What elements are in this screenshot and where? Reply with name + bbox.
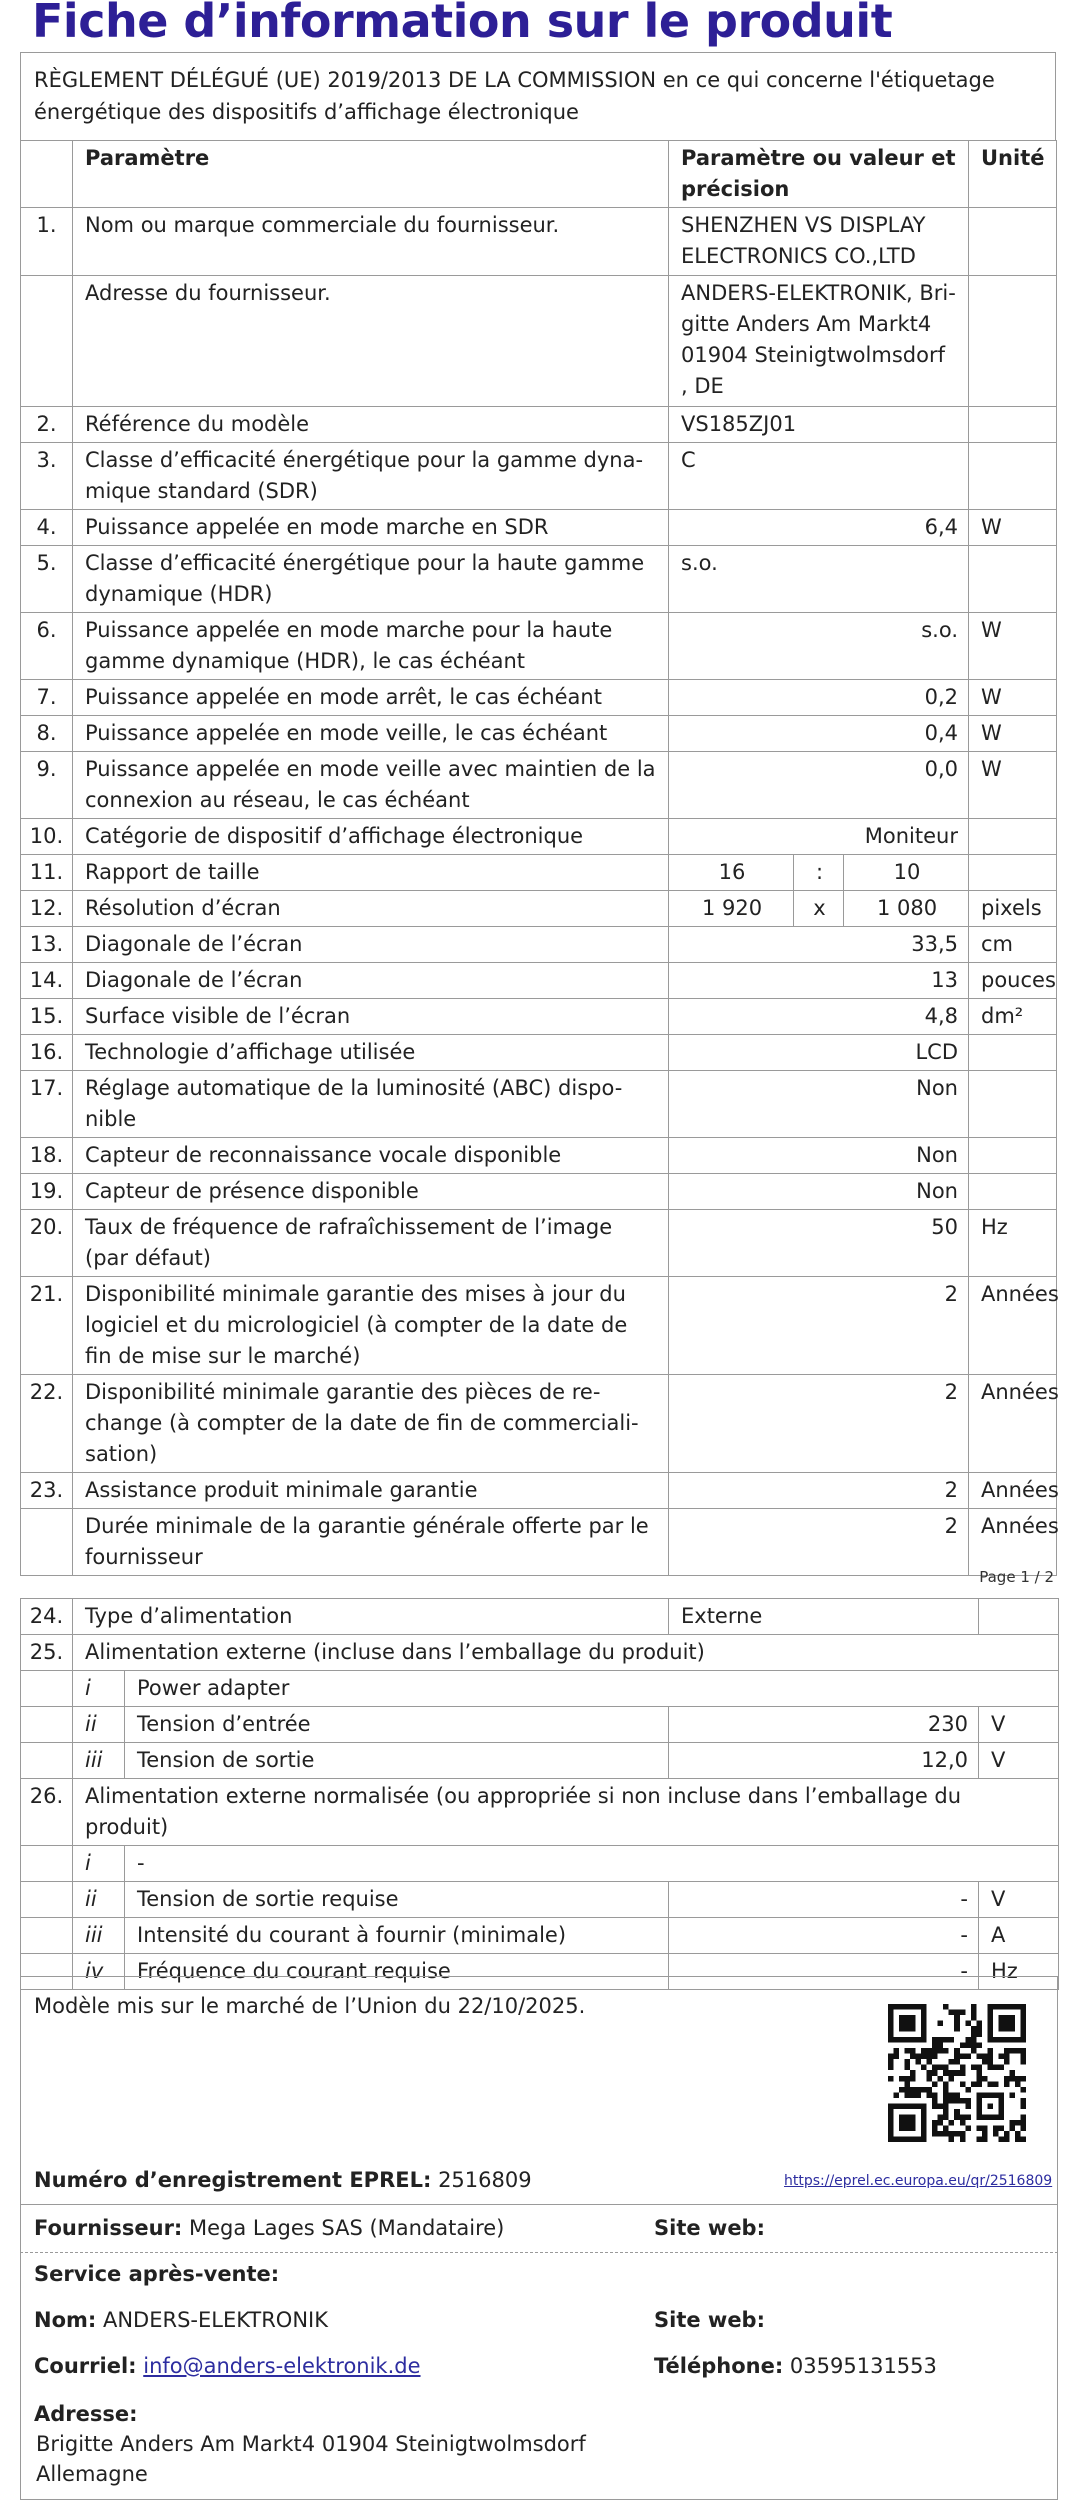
row-value: Moniteur	[669, 819, 969, 855]
service-website-label: Site web:	[654, 2308, 765, 2332]
row-number: 8.	[21, 716, 73, 752]
address-label: Adresse:	[34, 2402, 138, 2426]
table-row	[21, 680, 1057, 716]
row-number: 21.	[21, 1277, 73, 1375]
table-row	[21, 1174, 1057, 1210]
row-label: Type d’alimentation	[73, 1599, 669, 1635]
row-number: 17.	[21, 1071, 73, 1138]
row-unit: Années	[969, 1375, 1057, 1473]
row-value: 2	[669, 1509, 969, 1576]
header-unite: Unité	[969, 141, 1057, 208]
row-label: Catégorie de dispositif d’affichage électronique	[73, 819, 669, 855]
page-title: Fiche d’information sur le produit	[32, 0, 893, 48]
row-label: Réglage automatique de la luminosité (ABC) dispo-nible	[73, 1071, 669, 1138]
header-parametre: Paramètre	[73, 141, 669, 208]
row-label: Diagonale de l’écran	[73, 927, 669, 963]
sub-index: iv	[73, 1954, 125, 1990]
row-label: Diagonale de l’écran	[73, 963, 669, 999]
row-label: Nom ou marque commerciale du fournisseur.	[73, 208, 669, 276]
row-value: Non	[669, 1174, 969, 1210]
row-value: 2	[669, 1473, 969, 1509]
row-unit: W	[969, 510, 1057, 546]
row-number: 23.	[21, 1473, 73, 1509]
row-number: 1.	[21, 208, 73, 276]
sub-index: i	[73, 1846, 125, 1882]
row-number: 11.	[21, 855, 73, 891]
table-row	[21, 752, 1057, 819]
row-number: 4.	[21, 510, 73, 546]
regulation-text: RÈGLEMENT DÉLÉGUÉ (UE) 2019/2013 DE LA COMMISSION en ce qui concerne l'étiquetage énergétique des dispositifs d’affichage électronique	[34, 68, 995, 124]
row-value: 33,5	[669, 927, 969, 963]
row-unit: W	[969, 613, 1057, 680]
row-label: Technologie d’affichage utilisée	[73, 1035, 669, 1071]
resolution-width: 1 920	[669, 891, 794, 927]
sub-index: ii	[73, 1707, 125, 1743]
sub-index: iii	[73, 1918, 125, 1954]
row-value: Externe	[669, 1599, 979, 1635]
after-sales-heading: Service après-vente:	[34, 2262, 280, 2286]
row-unit: pouces	[969, 963, 1057, 999]
row-label: Classe d’efficacité énergétique pour la haute gamme dynamique (HDR)	[73, 546, 669, 613]
row-number: 15.	[21, 999, 73, 1035]
supplier-website-label: Site web:	[654, 2216, 765, 2240]
table-row	[21, 510, 1057, 546]
row-label: Puissance appelée en mode arrêt, le cas échéant	[73, 680, 669, 716]
table-subrow	[21, 1671, 1059, 1707]
table-row	[21, 443, 1057, 510]
row-number: 25.	[21, 1635, 73, 1671]
table-row	[21, 855, 1057, 891]
sub-index: iii	[73, 1743, 125, 1779]
row-label: Alimentation externe normalisée (ou appropriée si non incluse dans l’emballage du produit)	[73, 1779, 1059, 1846]
table-row	[21, 1375, 1057, 1473]
table-row	[21, 1138, 1057, 1174]
row-value: Non	[669, 1138, 969, 1174]
market-date-text: Modèle mis sur le marché de l’Union du 22/10/2025.	[34, 1994, 586, 2018]
sub-unit: V	[979, 1743, 1059, 1779]
table-subrow	[21, 1707, 1059, 1743]
sub-label: -	[125, 1846, 1059, 1882]
resolution-height: 1 080	[844, 891, 969, 927]
email-label: Courriel:	[34, 2354, 137, 2378]
sub-label: Tension de sortie	[125, 1743, 669, 1779]
row-number: 26.	[21, 1779, 73, 1846]
product-info-table	[20, 140, 1057, 1576]
qr-code-icon[interactable]	[888, 2004, 1026, 2142]
row-unit: Années	[969, 1509, 1057, 1576]
table-row	[21, 927, 1057, 963]
row-number: 16.	[21, 1035, 73, 1071]
row-value: LCD	[669, 1035, 969, 1071]
row-unit: W	[969, 716, 1057, 752]
table-row	[21, 1210, 1057, 1277]
email-row	[34, 2354, 421, 2378]
sub-value: -	[669, 1918, 979, 1954]
row-value: Non	[669, 1071, 969, 1138]
phone-number: 03595131553	[789, 2354, 937, 2378]
row-number: 22.	[21, 1375, 73, 1473]
row-number: 9.	[21, 752, 73, 819]
eprel-label: Numéro d’enregistrement EPREL:	[34, 2168, 432, 2192]
row-label: Puissance appelée en mode marche en SDR	[73, 510, 669, 546]
power-supply-table	[20, 1598, 1059, 1990]
table-subrow	[21, 1918, 1059, 1954]
row-label: Assistance produit minimale garantie	[73, 1473, 669, 1509]
row-label: Disponibilité minimale garantie des mises à jour du logiciel et du micrologiciel (à compter de la date de fin de mise sur le marché)	[73, 1277, 669, 1375]
row-label: Capteur de reconnaissance vocale disponible	[73, 1138, 669, 1174]
row-label: Rapport de taille	[73, 855, 669, 891]
table-row	[21, 963, 1057, 999]
row-unit: W	[969, 752, 1057, 819]
table-row	[21, 546, 1057, 613]
row-number: 6.	[21, 613, 73, 680]
row-label: Classe d’efficacité énergétique pour la gamme dyna-mique standard (SDR)	[73, 443, 669, 510]
row-unit: pixels	[969, 891, 1057, 927]
row-label: Référence du modèle	[73, 407, 669, 443]
sub-value: -	[669, 1954, 979, 1990]
row-value: 2	[669, 1277, 969, 1375]
row-value: 0,4	[669, 716, 969, 752]
row-label: Taux de fréquence de rafraîchissement de l’image (par défaut)	[73, 1210, 669, 1277]
table-subrow	[21, 1743, 1059, 1779]
sub-value: -	[669, 1882, 979, 1918]
table-subrow	[21, 1882, 1059, 1918]
table-row	[21, 1509, 1057, 1576]
row-number: 18.	[21, 1138, 73, 1174]
eprel-link[interactable]: https://eprel.ec.europa.eu/qr/2516809	[784, 2173, 1053, 2189]
resolution-separator: x	[794, 891, 844, 927]
sub-label: Intensité du courant à fournir (minimale)	[125, 1918, 669, 1954]
divider	[20, 2204, 1058, 2205]
sub-label: Tension d’entrée	[125, 1707, 669, 1743]
row-value: ANDERS-ELEKTRONIK, Bri-gitte Anders Am Markt4 01904 Steinigtwolmsdorf , DE	[669, 276, 969, 407]
row-value: 13	[669, 963, 969, 999]
row-value: C	[669, 443, 969, 510]
table-row	[21, 1473, 1057, 1509]
table-row	[21, 407, 1057, 443]
table-row	[21, 891, 1057, 927]
sub-label: Power adapter	[125, 1671, 1059, 1707]
row-unit: Années	[969, 1277, 1057, 1375]
table-row	[21, 1071, 1057, 1138]
table-row	[21, 208, 1057, 276]
row-label: Durée minimale de la garantie générale offerte par le fournisseur	[73, 1509, 669, 1576]
row-value: 4,8	[669, 999, 969, 1035]
row-number: 19.	[21, 1174, 73, 1210]
eprel-row	[34, 2168, 532, 2192]
row-unit: dm²	[969, 999, 1057, 1035]
header-valeur: Paramètre ou valeur et précision	[669, 141, 969, 208]
ratio-height: 10	[844, 855, 969, 891]
row-number: 5.	[21, 546, 73, 613]
table-row	[21, 613, 1057, 680]
row-label: Capteur de présence disponible	[73, 1174, 669, 1210]
row-number: 13.	[21, 927, 73, 963]
row-number: 12.	[21, 891, 73, 927]
sub-unit: Hz	[979, 1954, 1059, 1990]
sub-unit: A	[979, 1918, 1059, 1954]
ratio-separator: :	[794, 855, 844, 891]
row-unit: cm	[969, 927, 1057, 963]
row-number: 24.	[21, 1599, 73, 1635]
table-row	[21, 1035, 1057, 1071]
row-label: Puissance appelée en mode veille, le cas échéant	[73, 716, 669, 752]
row-label: Disponibilité minimale garantie des pièces de re-change (à compter de la date de fin de commerciali-sation)	[73, 1375, 669, 1473]
table-row	[21, 1277, 1057, 1375]
email-link[interactable]: info@anders-elektronik.de	[143, 2354, 421, 2378]
supplier-name: Mega Lages SAS (Mandataire)	[189, 2216, 505, 2240]
row-number: 14.	[21, 963, 73, 999]
sub-value: 12,0	[669, 1743, 979, 1779]
row-label: Puissance appelée en mode marche pour la haute gamme dynamique (HDR), le cas échéant	[73, 613, 669, 680]
address-line-1: Brigitte Anders Am Markt4 01904 Steinigtwolmsdorf	[36, 2432, 586, 2456]
row-label: Adresse du fournisseur.	[73, 276, 669, 407]
row-label: Puissance appelée en mode veille avec maintien de la connexion au réseau, le cas échéant	[73, 752, 669, 819]
service-name-row	[34, 2308, 328, 2332]
sub-label: Fréquence du courant requise	[125, 1954, 669, 1990]
eprel-number: 2516809	[438, 2168, 532, 2192]
table-subrow	[21, 1846, 1059, 1882]
table-row	[21, 819, 1057, 855]
row-value: s.o.	[669, 546, 969, 613]
table-row	[21, 1599, 1059, 1635]
row-value: VS185ZJ01	[669, 407, 969, 443]
sub-value: 230	[669, 1707, 979, 1743]
phone-row	[654, 2354, 937, 2378]
row-value: 0,0	[669, 752, 969, 819]
sub-index: i	[73, 1671, 125, 1707]
service-name: ANDERS-ELEKTRONIK	[102, 2308, 328, 2332]
row-label: Surface visible de l’écran	[73, 999, 669, 1035]
row-value: 2	[669, 1375, 969, 1473]
supplier-label: Fournisseur:	[34, 2216, 183, 2240]
table-header-row	[21, 141, 1057, 208]
page-number: Page 1 / 2	[979, 1568, 1054, 1586]
row-value: 50	[669, 1210, 969, 1277]
row-unit: Années	[969, 1473, 1057, 1509]
row-number: 3.	[21, 443, 73, 510]
table-row	[21, 999, 1057, 1035]
row-number: 10.	[21, 819, 73, 855]
table-row	[21, 276, 1057, 407]
ratio-width: 16	[669, 855, 794, 891]
dashed-divider	[20, 2252, 1058, 2253]
supplier-row	[34, 2216, 504, 2240]
table-row	[21, 1635, 1059, 1671]
address-line-2: Allemagne	[36, 2462, 148, 2486]
sub-index: ii	[73, 1882, 125, 1918]
table-row	[21, 716, 1057, 752]
sub-unit: V	[979, 1707, 1059, 1743]
row-label: Résolution d’écran	[73, 891, 669, 927]
row-label: Alimentation externe (incluse dans l’emballage du produit)	[73, 1635, 1059, 1671]
row-number: 7.	[21, 680, 73, 716]
phone-label: Téléphone:	[654, 2354, 784, 2378]
row-value: 6,4	[669, 510, 969, 546]
row-number: 2.	[21, 407, 73, 443]
name-label: Nom:	[34, 2308, 97, 2332]
row-value: s.o.	[669, 613, 969, 680]
row-value: 0,2	[669, 680, 969, 716]
row-unit: Hz	[969, 1210, 1057, 1277]
table-row	[21, 1779, 1059, 1846]
row-number: 20.	[21, 1210, 73, 1277]
sub-unit: V	[979, 1882, 1059, 1918]
row-value: SHENZHEN VS DISPLAY ELECTRONICS CO.,LTD	[669, 208, 969, 276]
sub-label: Tension de sortie requise	[125, 1882, 669, 1918]
row-unit: W	[969, 680, 1057, 716]
